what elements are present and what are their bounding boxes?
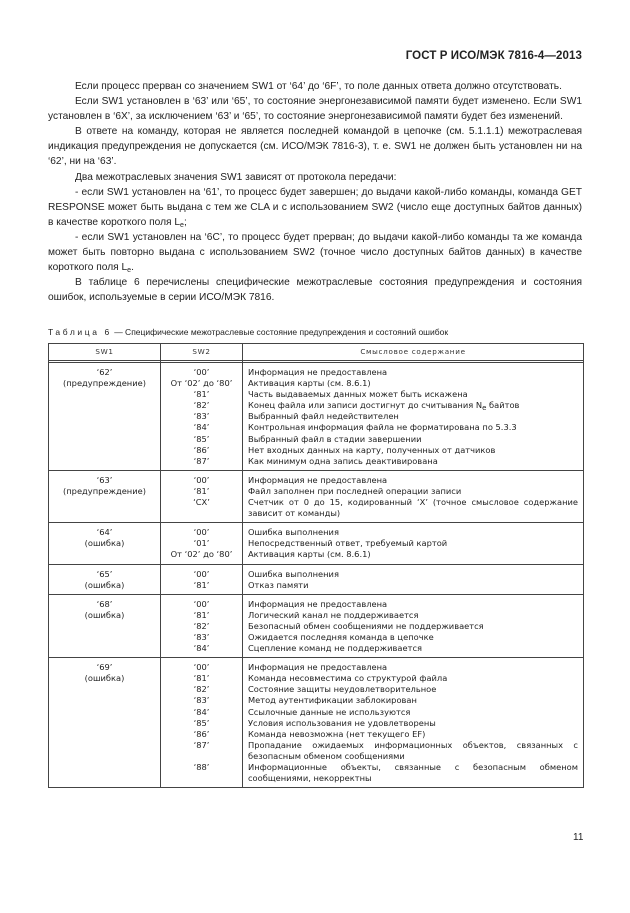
sw2-cell (161, 470, 243, 522)
sw2-cell (161, 658, 243, 788)
standard-header: ГОСТ Р ИСО/МЭК 7816-4—2013 (405, 50, 582, 62)
sw2-value: ‘83’ (193, 411, 210, 422)
sw1-value: (ошибка) (84, 538, 125, 549)
sw2-value: От ‘02’ до ‘80’ (170, 549, 233, 560)
paragraph-text: - если SW1 установлен на ‘61’, то процесс будет завершен; до выдачи какой-либо команды, команда GET RESPONSE может быть выдана с тем же CLA и с использованием SW2 (число еще доступных байтов данных) в качестве короткого поля L (48, 186, 582, 228)
meaning-item: Команда невозможна (нет текущего EF) (248, 728, 426, 739)
sw1-value: ‘62’ (96, 367, 113, 377)
meaning-item: Информация не предоставлена (248, 474, 388, 485)
sw1-cell (49, 470, 161, 522)
paragraph-text: ; (183, 216, 187, 228)
sw2-value: ‘83’ (193, 695, 210, 706)
sw2-value: ‘81’ (193, 485, 210, 496)
subscript: e (180, 221, 184, 229)
sw2-value: ‘81’ (193, 579, 210, 590)
table-row (49, 363, 584, 471)
meaning-item: Условия использования не удовлетворены (248, 717, 436, 728)
sw1-value: ‘65’ (96, 568, 113, 579)
sw2-cell (161, 594, 243, 657)
sw2-value: ‘00’ (193, 598, 210, 609)
sw2-value: ‘88’ (193, 762, 210, 772)
sw2-cell (161, 523, 243, 564)
column-header-sw2: SW2 (161, 344, 243, 361)
meaning-item: Информация не предоставлена (248, 367, 388, 377)
meaning-item: Логический канал не поддерживается (248, 609, 419, 620)
meaning-cell (243, 594, 584, 657)
table-header-row (49, 344, 584, 361)
meaning-item: Часть выдаваемых данных может быть искажена (248, 389, 468, 400)
meaning-item: Активация карты (см. 8.6.1) (248, 378, 371, 389)
meaning-cell (243, 564, 584, 594)
table-container (48, 343, 583, 788)
table-row (49, 594, 584, 657)
sw2-value: ‘82’ (193, 400, 210, 411)
meaning-item: Выбранный файл в стадии завершении (248, 433, 422, 444)
meaning-item: Пропадание ожидаемых информационных объектов, связанных с безопасным обменом сообщениями (248, 739, 578, 761)
table-caption (48, 327, 588, 337)
meaning-item: Нет входных данных на карту, полученных от датчиков (248, 444, 496, 455)
sw2-cell (161, 363, 243, 471)
paragraph: Два межотраслевых значения SW1 зависят от протокола передачи: (75, 171, 397, 183)
meaning-item: Ошибка выполнения (248, 568, 339, 579)
sw2-value: ‘86’ (193, 728, 210, 739)
sw2-value: ‘81’ (193, 673, 210, 684)
sw2-value: ‘01’ (193, 538, 210, 549)
table-row (49, 564, 584, 594)
sw2-value: ‘85’ (193, 717, 210, 728)
meaning-item: Информация не предоставлена (248, 598, 388, 609)
sw2-value: ‘83’ (193, 631, 210, 642)
sw2-value: ‘00’ (193, 662, 210, 673)
meaning-item: Выбранный файл недействителен (248, 411, 399, 422)
subscript: e (127, 267, 132, 275)
meaning-item: Сцепление команд не поддерживается (248, 643, 423, 654)
meaning-item: Информация не предоставлена (248, 662, 388, 673)
meaning-cell (243, 658, 584, 788)
sw2-value: ‘82’ (193, 684, 210, 695)
meaning-item: Активация карты (см. 8.6.1) (248, 549, 371, 560)
sw2-value: ‘86’ (193, 444, 210, 455)
meaning-item: Ссылочные данные не используются (248, 706, 411, 717)
paragraph: В таблице 6 перечислены специфические межотраслевые состояния предупреждения и состояния ошибок, используемые в серии ИСО/МЭК 7816. (48, 277, 582, 304)
page-number: 11 (573, 832, 584, 843)
sw2-value: ‘CX’ (193, 497, 210, 508)
sw2-value: ‘81’ (193, 609, 210, 620)
sw2-value: ‘84’ (193, 643, 210, 654)
paragraph: В ответе на команду, которая не является последней командой в цепочке (см. 5.1.1.1) межотраслевая индикация предупреждения не допускается (см. ИСО/МЭК 7816-3), т. е. SW1 не должен быть установлен ни на ‘62’, ни на ‘63’. (48, 126, 582, 168)
meaning-cell (243, 363, 584, 471)
meaning-item: Отказ памяти (248, 579, 309, 590)
sw1-value: ‘68’ (96, 598, 113, 609)
sw2-value: ‘84’ (193, 422, 210, 433)
sw2-value: ‘00’ (193, 527, 210, 538)
sw1-cell (49, 523, 161, 564)
table-row (49, 470, 584, 522)
sw1-cell (49, 658, 161, 788)
column-header-meaning: Смысловое содержание (243, 344, 584, 361)
meaning-item: Файл заполнен при последней операции записи (248, 485, 462, 496)
column-header-sw1: SW1 (49, 344, 161, 361)
sw2-value: ‘87’ (193, 739, 210, 750)
meaning-item (248, 400, 578, 411)
paragraph: Если SW1 установлен в ‘63’ или ‘65’, то состояние энергонезависимой памяти будет изменено. Если SW1 установлен в ‘6X’, за исключением ‘63’ и ‘65’, то состояние энергонезависимой памяти будет без изменений. (48, 96, 582, 123)
sw2-value: ‘84’ (193, 706, 210, 717)
sw1-value: (предупреждение) (63, 378, 146, 389)
meaning-item: Метод аутентификации заблокирован (248, 695, 417, 706)
sw2-cell (161, 564, 243, 594)
sw1-cell (49, 363, 161, 471)
sw2-value: От ‘02’ до ‘80’ (170, 378, 233, 389)
sw2-value: ‘00’ (193, 367, 210, 377)
body-text (48, 79, 582, 305)
sw2-value: ‘82’ (193, 620, 210, 631)
sw2-value (163, 751, 240, 762)
meaning-item: Счетчик от 0 до 15, кодированный ‘X’ (точное смысловое содержание зависит от команды) (248, 497, 578, 519)
table-caption-label: Таблица 6 (48, 327, 112, 337)
sw1-value: (ошибка) (84, 579, 125, 590)
meaning-item: Непосредственный ответ, требуемый картой (248, 538, 448, 549)
sw1-cell (49, 564, 161, 594)
paragraph-text: - если SW1 установлен на ‘6C’, то процесс будет прерван; до выдачи какой-либо команды та же команда может быть повторно выдана с использованием SW2 (точное число доступных байтов данных) в качестве короткого поля L (48, 231, 582, 274)
sw1-value: (предупреждение) (63, 485, 146, 496)
meaning-cell (243, 470, 584, 522)
meaning-item: Как минимум одна запись деактивирована (248, 455, 438, 466)
meaning-text: Конец файла или записи достигнут до считывания N (248, 400, 483, 411)
meaning-item: Ожидается последняя команда в цепочке (248, 631, 434, 642)
sw2-value: ‘00’ (193, 474, 210, 485)
meaning-item: Контрольная информация файла не форматирована по 5.3.3 (248, 422, 517, 433)
paragraph: Если процесс прерван со значением SW1 от ‘64’ до ‘6F’, то поле данных ответа должно отсутствовать. (75, 81, 562, 92)
meaning-item: Команда несовместима со структурой файла (248, 673, 448, 684)
paragraph-text: . (131, 262, 134, 274)
sw1-value: ‘63’ (96, 474, 113, 485)
paragraph (48, 185, 582, 230)
meaning-item: Ошибка выполнения (248, 527, 339, 538)
sw2-value: ‘81’ (193, 389, 210, 400)
sw1-value: (ошибка) (84, 673, 125, 684)
table-caption-text: — Специфические межотраслевые состояние предупреждения и состояний ошибок (111, 327, 449, 337)
sw1-value: ‘69’ (96, 662, 113, 673)
paragraph (48, 230, 582, 275)
meaning-item: Состояние защиты неудовлетворительное (248, 684, 437, 695)
sw1-value: (ошибка) (84, 609, 125, 620)
meaning-cell (243, 523, 584, 564)
table-row (49, 658, 584, 788)
table-body (49, 361, 584, 788)
sw2-value: ‘00’ (193, 568, 210, 579)
meaning-text: байтов (486, 400, 520, 411)
table-row (49, 523, 584, 564)
sw1-value: ‘64’ (96, 527, 113, 538)
sw2-value: ‘85’ (193, 433, 210, 444)
subscript: e (482, 404, 487, 413)
sw1-cell (49, 594, 161, 657)
meaning-item: Информационные объекты, связанные с безопасным обменом сообщениями, некорректны (248, 762, 578, 784)
status-table (48, 343, 584, 788)
meaning-item: Безопасный обмен сообщениями не поддерживается (248, 620, 484, 631)
sw2-value: ‘87’ (193, 455, 210, 466)
